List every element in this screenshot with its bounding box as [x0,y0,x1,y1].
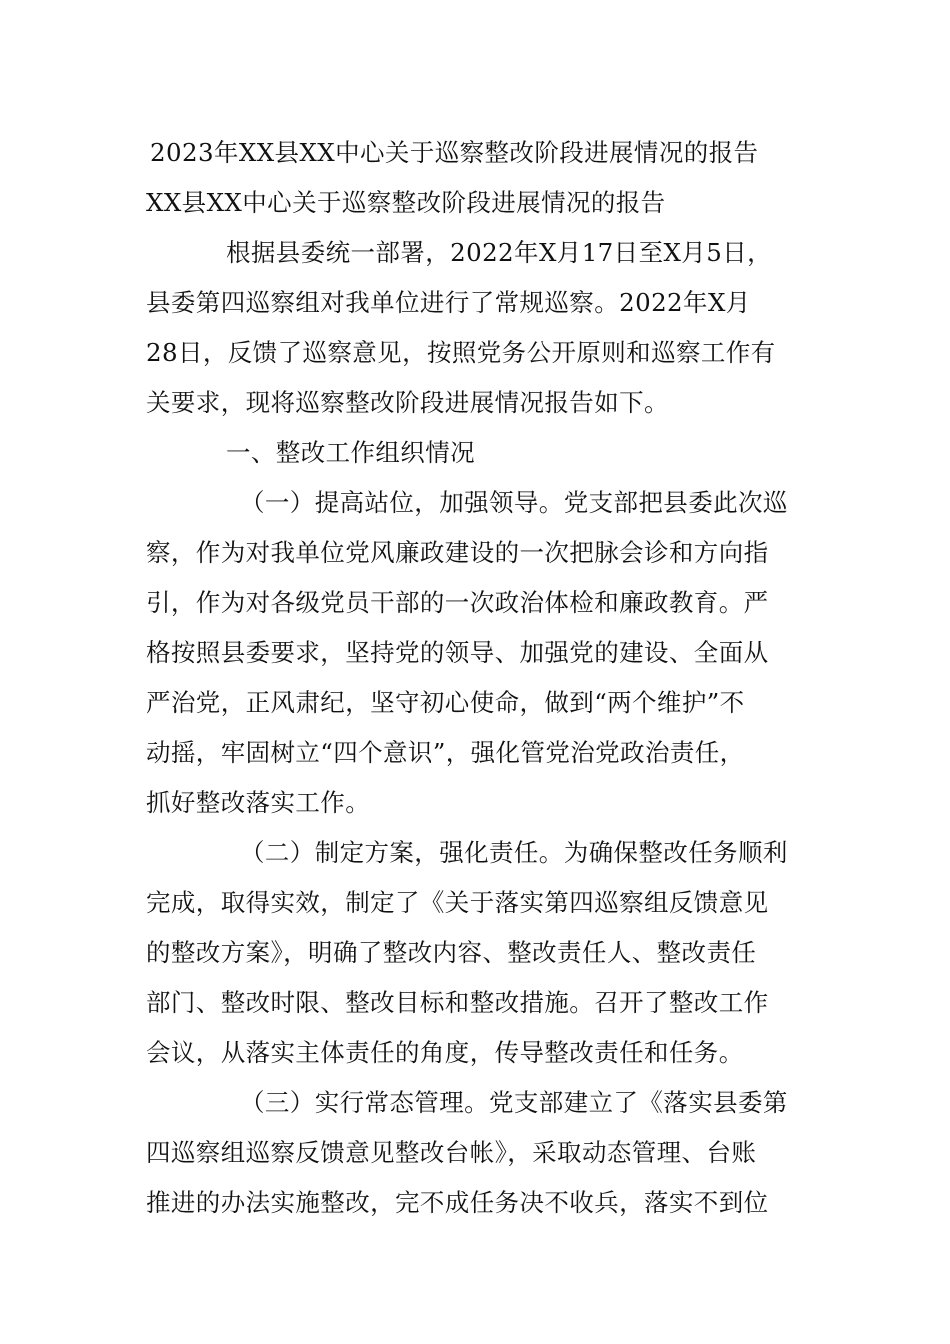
item1-line: 引，作为对各级党员干部的一次政治体检和廉政教育。严 [146,588,769,617]
item2-line: 会议，从落实主体责任的角度，传导整改责任和任务。 [146,1038,744,1067]
intro-line: 28日，反馈了巡察意见，按照党务公开原则和巡察工作有 [146,338,776,367]
document-body [146,128,816,1228]
intro-line: 县委第四巡察组对我单位进行了常规巡察。2022年X月 [146,288,751,317]
item1-line: 动摇，牢固树立“四个意识”，强化管党治党政治责任， [146,738,745,767]
intro-line: 关要求，现将巡察整改阶段进展情况报告如下。 [146,388,669,417]
item1-line: （一）提高站位，加强领导。党支部把县委此次巡 [240,488,788,517]
item1-line: 格按照县委要求，坚持党的领导、加强党的建设、全面从 [146,638,769,667]
section-heading: 一、整改工作组织情况 [226,438,475,467]
item3-line: 四巡察组巡察反馈意见整改台帐》，采取动态管理、台账 [146,1138,757,1167]
intro-line: 根据县委统一部署，2022年X月17日至X月5日， [226,238,772,267]
item2-line: （二）制定方案，强化责任。为确保整改任务顺利 [240,838,788,867]
document-title: 2023年XX县XX中心关于巡察整改阶段进展情况的报告 [150,138,759,167]
item3-line: （三）实行常态管理。党支部建立了《落实县委第 [240,1088,788,1117]
item2-line: 完成，取得实效，制定了《关于落实第四巡察组反馈意见 [146,888,769,917]
item2-line: 部门、整改时限、整改目标和整改措施。召开了整改工作 [146,988,769,1017]
document-subtitle: XX县XX中心关于巡察整改阶段进展情况的报告 [146,188,666,217]
item1-line: 察，作为对我单位党风廉政建设的一次把脉会诊和方向指 [146,538,769,567]
item2-line: 的整改方案》，明确了整改内容、整改责任人、整改责任 [146,938,757,967]
item3-line: 推进的办法实施整改，完不成任务决不收兵，落实不到位 [146,1188,769,1217]
item1-line: 抓好整改落实工作。 [146,788,371,817]
item1-line: 严治党，正风肃纪，坚守初心使命，做到“两个维护”不 [146,688,745,717]
